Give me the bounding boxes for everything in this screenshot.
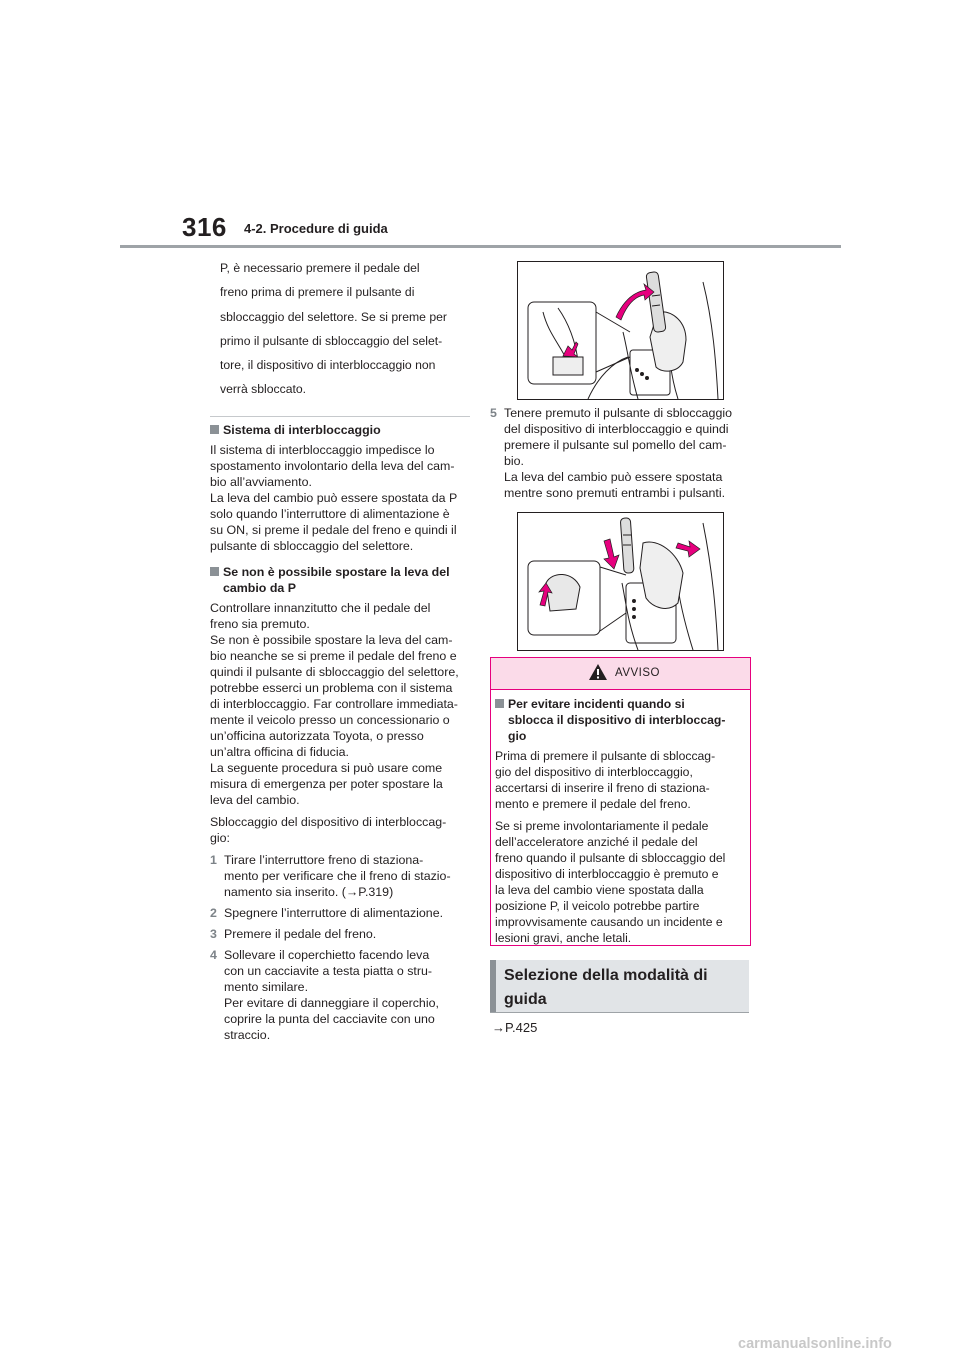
warning-box	[490, 657, 751, 946]
step-number: 2	[210, 905, 217, 920]
shift-lever-illustration-icon	[518, 262, 723, 399]
figure-pry-cover	[517, 261, 724, 400]
drive-mode-heading-block	[490, 960, 749, 1013]
step-number: 1	[210, 852, 217, 867]
interlock-heading	[210, 422, 470, 438]
header-rule	[120, 245, 841, 248]
warning-body	[491, 690, 750, 946]
square-bullet-icon	[495, 699, 504, 708]
page-reference-link[interactable]: →P.425	[492, 1020, 538, 1035]
step-text: Sollevare il coperchietto facendo leva con un cacciavite a testa piatta o stru- mento similare. Per evitare di danneggiare il coperchio, coprire la punta del cacciavite con uno straccio.	[224, 947, 439, 1042]
warning-triangle-icon	[588, 663, 608, 681]
divider	[210, 416, 470, 417]
warning-heading-text: Per evitare incidenti quando si sblocca il dispositivo di interbloccag- gio	[508, 697, 726, 743]
drive-mode-title: Selezione della modalità di guida	[504, 967, 708, 1008]
warning-header	[491, 658, 750, 690]
step-number: 5	[490, 406, 497, 420]
intro-paragraph: P, è necessario premere il pedale del freno prima di premere il pulsante di sbloccaggio del selettore. Se si preme per primo il pulsante di sbloccaggio del selet- tore, il dispositivo di interbloccaggio non verrà sbloccato.	[220, 261, 447, 397]
cannot-shift-heading	[210, 564, 470, 596]
watermark: carmanualsonline.info	[738, 1336, 892, 1352]
release-intro: Sbloccaggio del dispositivo di interbloccag- gio:	[210, 814, 447, 845]
cannot-shift-heading-text: Se non è possibile spostare la leva del cambio da P	[223, 564, 450, 595]
warning-paragraph-1: Prima di premere il pulsante di sbloccag- gio del dispositivo di interbloccaggio, accertarsi di inserire il freno di staziona- mento e premere il pedale del freno.	[495, 749, 716, 811]
step-number: 3	[210, 926, 217, 941]
step-text: Premere il pedale del freno.	[224, 926, 377, 941]
interlock-body: Il sistema di interbloccaggio impedisce lo spostamento involontario della leva del cam- bio all’avviamento. La leva del cambio può essere spostata da P solo quando l’interruttore di alimentazione è su ON, si preme il pedale del freno e quindi il pulsante di sbloccaggio del selettore.	[210, 442, 458, 553]
cannot-shift-body: Controllare innanzitutto che il pedale del freno sia premuto. Se non è possibile spostare la leva del cam- bio neanche se si preme il pedale del freno e quindi il pulsante di sbloccaggio del selettore, potrebbe esserci un problema con il sistema di interbloccaggio. Far controllare immediata- mente il veicolo presso un concessionario o un’officina autorizzata Toyota, o presso un’altra officina di fiducia. La seguente procedura si può usare come misura di emergenza per poter spostare la leva del cambio.	[210, 600, 459, 807]
step-text: Tirare l’interruttore freno di staziona- mento per verificare che il freno di stazio- namento sia inserito. (→P.319)	[224, 852, 451, 899]
step-2	[210, 905, 470, 921]
step-1	[210, 852, 470, 900]
figure-press-buttons	[517, 512, 724, 651]
interlock-heading-text: Sistema di interbloccaggio	[223, 422, 381, 437]
step-5	[490, 405, 752, 501]
step-text: Tenere premuto il pulsante di sbloccaggio del dispositivo di interbloccaggio e quindi premere il pulsante sul pomello del cam- bio. La leva del cambio può essere spostata mentre sono premuti entrambi i pulsanti.	[504, 406, 732, 500]
step-text: Spegnere l’interruttore di alimentazione.	[224, 905, 444, 920]
step-4	[210, 947, 470, 1043]
square-bullet-icon	[210, 567, 219, 576]
left-column	[210, 256, 470, 1048]
warning-heading	[495, 696, 744, 744]
step-5-block	[490, 405, 752, 506]
square-bullet-icon	[210, 425, 219, 434]
shift-knob-illustration-icon	[518, 513, 723, 650]
step-3	[210, 926, 470, 942]
step-number: 4	[210, 947, 217, 962]
page-number: 316	[182, 212, 227, 242]
section-title: 4-2. Procedure di guida	[244, 221, 388, 236]
heading-accent-bar	[490, 960, 496, 1012]
warning-paragraph-2: Se si preme involontariamente il pedale dell’acceleratore anziché il pedale del freno quando il pulsante di sbloccaggio del dispositivo di interbloccaggio è premuto e la leva del cambio viene spostata dalla posizione P, il veicolo potrebbe partire improvvisamente causando un incidente e lesioni gravi, anche letali.	[495, 819, 726, 945]
warning-label: AVVISO	[615, 667, 660, 679]
